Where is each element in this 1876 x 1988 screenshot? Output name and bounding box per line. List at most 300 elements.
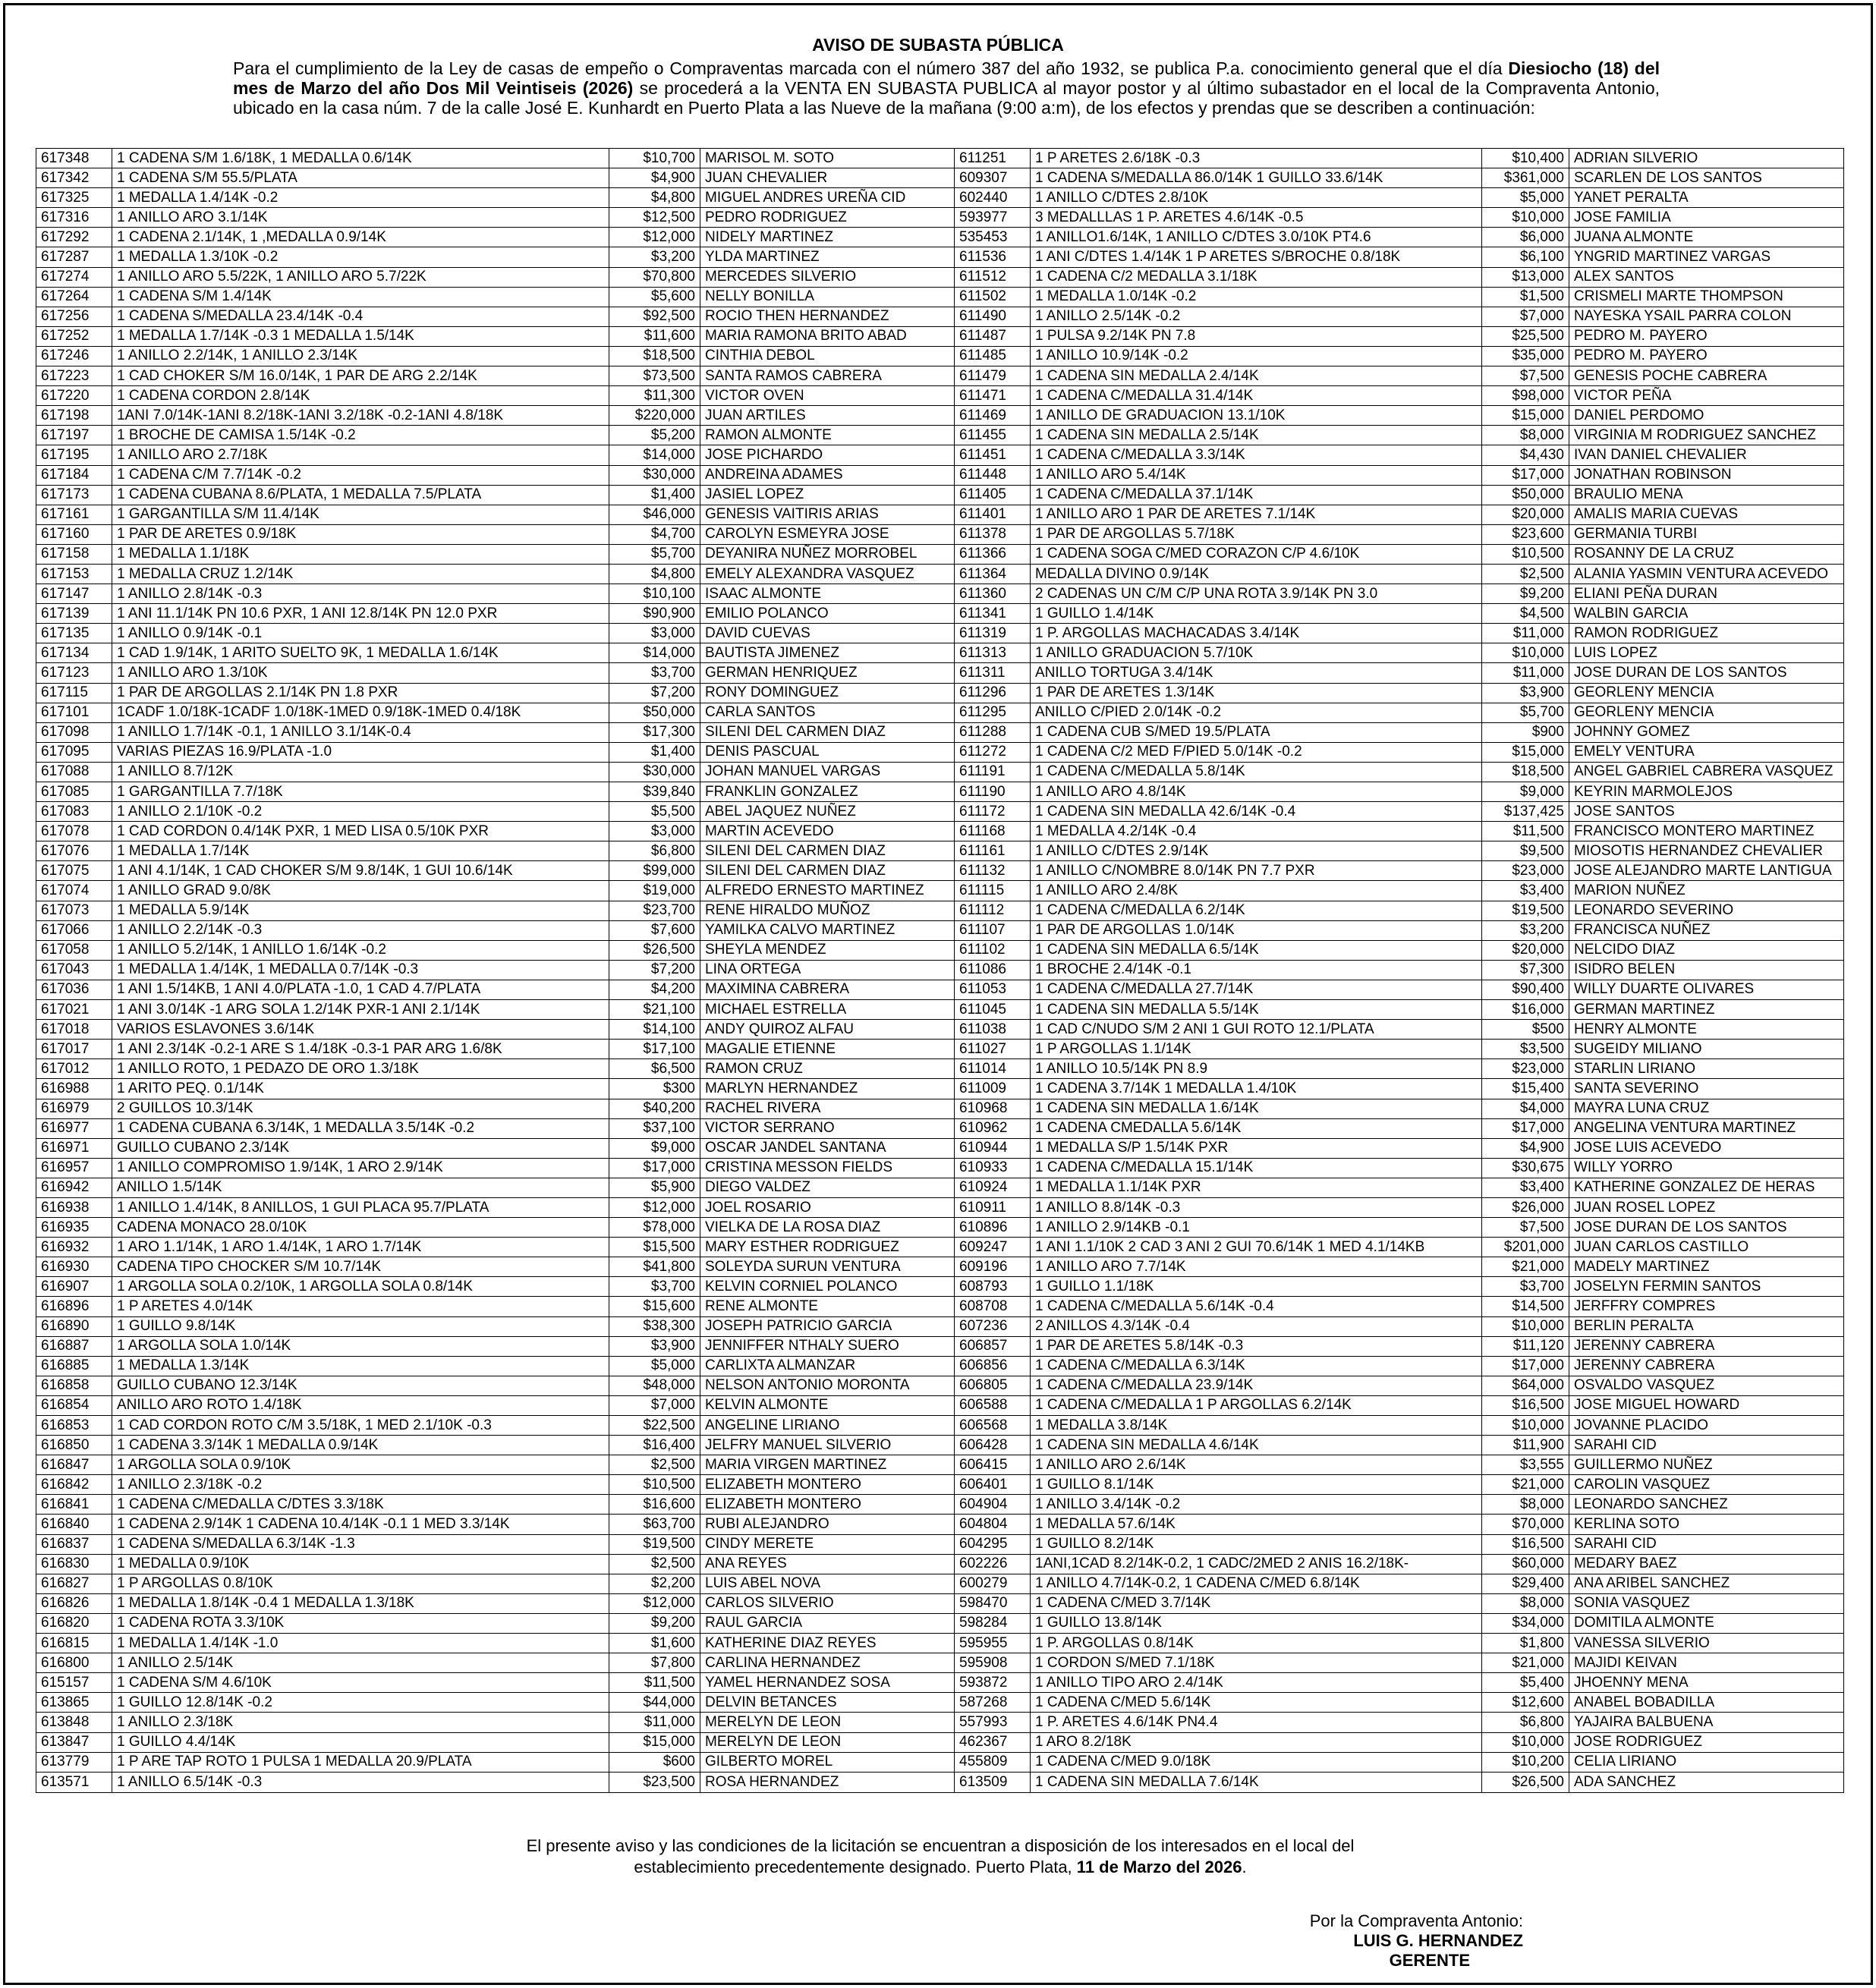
item-description-cell: 1 CADENA C/MEDALLA 3.3/14K [1031,445,1482,465]
amount-cell: $5,600 [609,287,700,307]
amount-cell: $23,700 [609,901,700,920]
item-description-cell: 1 CADENA C/MED 9.0/18K [1031,1752,1482,1772]
item-description-cell: VARIAS PIEZAS 16.9/PLATA -1.0 [112,742,609,762]
item-description-cell: 1 ANILLO1.6/14K, 1 ANILLO C/DTES 3.0/10K PT4.6 [1031,228,1482,247]
lot-id-cell: 535453 [955,228,1031,247]
closing-line-2-text: establecimiento precedentemente designado. Puerto Plata, [634,1857,1077,1876]
amount-cell: $15,000 [609,1732,700,1752]
item-description-cell: ANILLO TORTUGA 3.4/14K [1031,663,1482,683]
lot-id-cell: 617153 [36,564,112,584]
customer-name-cell: DEYANIRA NUÑEZ MORROBEL [700,544,955,564]
lot-id-cell: 604295 [955,1534,1031,1554]
table-row [36,742,1844,762]
amount-cell: $4,000 [1482,1099,1569,1118]
lot-id-cell: 617074 [36,881,112,901]
customer-name-cell: MARISOL M. SOTO [700,149,955,168]
item-description-cell: 1 CADENA 3.3/14K 1 MEDALLA 0.9/14K [112,1436,609,1455]
customer-name-cell: LUIS LOPEZ [1569,643,1844,663]
item-description-cell: 1 CADENA CUB S/MED 19.5/PLATA [1031,722,1482,742]
table-row [36,841,1844,861]
customer-name-cell: YLDA MARTINEZ [700,247,955,267]
lot-id-cell: 595955 [955,1634,1031,1653]
amount-cell: $20,000 [1482,505,1569,524]
lot-id-cell: 616971 [36,1138,112,1158]
item-description-cell: 1 ANILLO 3.4/14K -0.2 [1031,1495,1482,1515]
amount-cell: $16,500 [1482,1534,1569,1554]
customer-name-cell: ANGELINA VENTURA MARTINEZ [1569,1118,1844,1138]
table-row [36,960,1844,980]
customer-name-cell: EMELY VENTURA [1569,742,1844,762]
amount-cell: $41,800 [609,1257,700,1277]
lot-id-cell: 613847 [36,1732,112,1752]
item-description-cell: 1 GUILLO 9.8/14K [112,1316,609,1336]
customer-name-cell: WALBIN GARCIA [1569,604,1844,624]
table-row [36,208,1844,228]
amount-cell: $19,500 [1482,901,1569,920]
amount-cell: $2,500 [609,1554,700,1574]
table-row [36,703,1844,722]
item-description-cell: 1 BROCHE 2.4/14K -0.1 [1031,960,1482,980]
amount-cell: $23,600 [1482,524,1569,544]
lot-id-cell: 611288 [955,722,1031,742]
item-description-cell: 1 CADENA SIN MEDALLA 5.5/14K [1031,1000,1482,1020]
lot-id-cell: 617058 [36,940,112,960]
customer-name-cell: JONATHAN ROBINSON [1569,465,1844,485]
item-description-cell: 1 CADENA CORDON 2.8/14K [112,386,609,406]
customer-name-cell: NELLY BONILLA [700,287,955,307]
lot-id-cell: 611405 [955,485,1031,505]
amount-cell: $1,400 [609,742,700,762]
lot-id-cell: 617012 [36,1059,112,1079]
customer-name-cell: ROSA HERNANDEZ [700,1772,955,1792]
amount-cell: $21,000 [1482,1475,1569,1495]
customer-name-cell: SILENI DEL CARMEN DIAZ [700,841,955,861]
amount-cell: $18,500 [1482,762,1569,782]
item-description-cell: 1 CADENA SIN MEDALLA 2.5/14K [1031,426,1482,445]
item-description-cell: 1 CADENA SIN MEDALLA 6.5/14K [1031,940,1482,960]
notice-title: AVISO DE SUBASTA PÚBLICA [812,35,1064,55]
lot-id-cell: 616907 [36,1277,112,1297]
lot-id-cell: 617264 [36,287,112,307]
customer-name-cell: SUGEIDY MILIANO [1569,1040,1844,1059]
table-row [36,1297,1844,1316]
item-description-cell: 1 CADENA C/2 MEDALLA 3.1/18K [1031,267,1482,287]
table-row [36,604,1844,624]
lot-id-cell: 600279 [955,1574,1031,1593]
customer-name-cell: PEDRO M. PAYERO [1569,326,1844,346]
item-description-cell: 1 ANILLO 1.4/14K, 8 ANILLOS, 1 GUI PLACA 95.7/PLATA [112,1197,609,1217]
item-description-cell: 1 MEDALLA 1.7/14K -0.3 1 MEDALLA 1.5/14K [112,326,609,346]
amount-cell: $3,555 [1482,1455,1569,1475]
item-description-cell: 1 CADENA C/MEDALLA 27.7/14K [1031,980,1482,999]
customer-name-cell: RAMON RODRIGUEZ [1569,624,1844,643]
item-description-cell: 1 CADENA S/MEDALLA 23.4/14K -0.4 [112,307,609,326]
item-description-cell: 1 CADENA C/MEDALLA 23.9/14K [1031,1376,1482,1395]
table-row [36,1673,1844,1693]
signature-title: GERENTE [1389,1951,1470,1970]
item-description-cell: 1 P. ARGOLLAS 0.8/14K [1031,1634,1482,1653]
customer-name-cell: JUAN ROSEL LOPEZ [1569,1197,1844,1217]
amount-cell: $3,900 [609,1336,700,1356]
customer-name-cell: NELCIDO DIAZ [1569,940,1844,960]
customer-name-cell: YAMEL HERNANDEZ SOSA [700,1673,955,1693]
item-description-cell: 1 ANILLO COMPROMISO 1.9/14K, 1 ARO 2.9/14K [112,1158,609,1178]
customer-name-cell: ANA ARIBEL SANCHEZ [1569,1574,1844,1593]
item-description-cell: 1 PAR DE ARGOLLAS 1.0/14K [1031,920,1482,940]
lot-id-cell: 455809 [955,1752,1031,1772]
lot-id-cell: 616938 [36,1197,112,1217]
item-description-cell: 1 ANILLO 2.2/14K -0.3 [112,920,609,940]
amount-cell: $4,430 [1482,445,1569,465]
lot-id-cell: 613779 [36,1752,112,1772]
table-row [36,1218,1844,1238]
lot-id-cell: 616827 [36,1574,112,1593]
lot-id-cell: 611512 [955,267,1031,287]
item-description-cell: 1 ANILLO ARO 2.4/8K [1031,881,1482,901]
amount-cell: $21,000 [1482,1653,1569,1673]
lot-id-cell: 598284 [955,1613,1031,1633]
amount-cell: $900 [1482,722,1569,742]
lot-id-cell: 611045 [955,1000,1031,1020]
amount-cell: $9,000 [1482,782,1569,802]
amount-cell: $7,300 [1482,960,1569,980]
amount-cell: $15,600 [609,1297,700,1316]
table-row [36,188,1844,208]
customer-name-cell: KERLINA SOTO [1569,1515,1844,1534]
amount-cell: $7,500 [1482,1218,1569,1238]
item-description-cell: 1 GUILLO 1.1/18K [1031,1277,1482,1297]
amount-cell: $3,000 [609,822,700,841]
item-description-cell: 1 ANILLO 2.5/14K -0.2 [1031,307,1482,326]
item-description-cell: 1 CAD C/NUDO S/M 2 ANI 1 GUI ROTO 12.1/PLATA [1031,1020,1482,1040]
table-row [36,1040,1844,1059]
lot-id-cell: 611536 [955,247,1031,267]
amount-cell: $10,200 [1482,1752,1569,1772]
lot-id-cell: 604804 [955,1515,1031,1534]
customer-name-cell: ANGEL GABRIEL CABRERA VASQUEZ [1569,762,1844,782]
lot-id-cell: 611161 [955,841,1031,861]
lot-id-cell: 617101 [36,703,112,722]
intro-text-1: Para el cumplimiento de la Ley de casas de empeño o Compraventas marcada con el número 387 del año 1932, se publica P.a. conocimiento general que el día [233,58,1509,78]
amount-cell: $19,000 [609,881,700,901]
lot-id-cell: 611086 [955,960,1031,980]
intro-date: Diesiocho (18) del mes de Marzo del año Dos Mil Veintiseis (2026) [233,58,1660,98]
customer-name-cell: EMILIO POLANCO [700,604,955,624]
customer-name-cell: STARLIN LIRIANO [1569,1059,1844,1079]
lot-id-cell: 617160 [36,524,112,544]
customer-name-cell: ABEL JAQUEZ NUÑEZ [700,802,955,822]
table-row [36,1356,1844,1376]
amount-cell: $9,200 [609,1613,700,1633]
lot-id-cell: 608708 [955,1297,1031,1316]
item-description-cell: 1 PULSA 9.2/14K PN 7.8 [1031,326,1482,346]
amount-cell: $7,200 [609,683,700,703]
table-row [36,1574,1844,1593]
customer-name-cell: MERELYN DE LEON [700,1732,955,1752]
lot-id-cell: 617073 [36,901,112,920]
item-description-cell: 1ANI,1CAD 8.2/14K-0.2, 1 CADC/2MED 2 ANIS 16.2/18K- [1031,1554,1482,1574]
item-description-cell: 1 CADENA C/MEDALLA 5.8/14K [1031,762,1482,782]
item-description-cell: 1 CORDON S/MED 7.1/18K [1031,1653,1482,1673]
amount-cell: $1,400 [609,485,700,505]
item-description-cell: 1 ANILLO 2.2/14K, 1 ANILLO 2.3/14K [112,346,609,366]
table-row [36,247,1844,267]
table-row [36,406,1844,426]
lot-id-cell: 613509 [955,1772,1031,1792]
table-row [36,149,1844,168]
amount-cell: $21,100 [609,1000,700,1020]
customer-name-cell: RAUL GARCIA [700,1613,955,1633]
customer-name-cell: VANESSA SILVERIO [1569,1634,1844,1653]
item-description-cell: 1 ANI 3.0/14K -1 ARG SOLA 1.2/14K PXR-1 ANI 2.1/14K [112,1000,609,1020]
amount-cell: $16,500 [1482,1395,1569,1415]
item-description-cell: 1 MEDALLA 3.8/14K [1031,1416,1482,1436]
amount-cell: $16,600 [609,1495,700,1515]
customer-name-cell: WILLY DUARTE OLIVARES [1569,980,1844,999]
customer-name-cell: ISIDRO BELEN [1569,960,1844,980]
customer-name-cell: PEDRO M. PAYERO [1569,346,1844,366]
lot-id-cell: 611469 [955,406,1031,426]
customer-name-cell: RENE ALMONTE [700,1297,955,1316]
lot-id-cell: 617078 [36,822,112,841]
table-row [36,1634,1844,1653]
item-description-cell: 1 GUILLO 13.8/14K [1031,1613,1482,1633]
lot-id-cell: 611272 [955,742,1031,762]
lot-id-cell: 616957 [36,1158,112,1178]
customer-name-cell: NELSON ANTONIO MORONTA [700,1376,955,1395]
amount-cell: $12,500 [609,208,700,228]
customer-name-cell: CRISMELI MARTE THOMPSON [1569,287,1844,307]
customer-name-cell: ALEX SANTOS [1569,267,1844,287]
amount-cell: $11,500 [609,1673,700,1693]
item-description-cell: 1 MEDALLA 1.4/14K -1.0 [112,1634,609,1653]
table-row [36,1099,1844,1118]
amount-cell: $6,500 [609,1059,700,1079]
lot-id-cell: 616942 [36,1178,112,1197]
table-row [36,524,1844,544]
item-description-cell: 1 CADENA S/MEDALLA 86.0/14K 1 GUILLO 33.6/14K [1031,168,1482,188]
customer-name-cell: KATHERINE GONZALEZ DE HERAS [1569,1178,1844,1197]
table-row [36,920,1844,940]
lot-id-cell: 611115 [955,881,1031,901]
customer-name-cell: GERMAN MARTINEZ [1569,1000,1844,1020]
amount-cell: $5,500 [609,802,700,822]
item-description-cell: 1 ANILLO ARO 3.1/14K [112,208,609,228]
customer-name-cell: SILENI DEL CARMEN DIAZ [700,861,955,881]
lot-id-cell: 616815 [36,1634,112,1653]
customer-name-cell: ANA REYES [700,1554,955,1574]
lot-id-cell: 616887 [36,1336,112,1356]
item-description-cell: 1 CADENA C/MED 5.6/14K [1031,1693,1482,1713]
item-description-cell: 1 ANILLO ARO 2.6/14K [1031,1455,1482,1475]
lot-id-cell: 602226 [955,1554,1031,1574]
customer-name-cell: MAJIDI KEIVAN [1569,1653,1844,1673]
lot-id-cell: 611502 [955,287,1031,307]
item-description-cell: 1 CADENA CUBANA 6.3/14K, 1 MEDALLA 3.5/14K -0.2 [112,1118,609,1138]
item-description-cell: 1 CADENA SIN MEDALLA 2.4/14K [1031,366,1482,386]
amount-cell: $1,600 [609,1634,700,1653]
customer-name-cell: JOSE PICHARDO [700,445,955,465]
customer-name-cell: MEDARY BAEZ [1569,1554,1844,1574]
item-description-cell: ANILLO C/PIED 2.0/14K -0.2 [1031,703,1482,722]
amount-cell: $7,000 [609,1395,700,1415]
customer-name-cell: JENNIFFER NTHALY SUERO [700,1336,955,1356]
amount-cell: $15,500 [609,1238,700,1257]
table-row [36,1178,1844,1197]
item-description-cell: 1 ARO 1.1/14K, 1 ARO 1.4/14K, 1 ARO 1.7/14K [112,1238,609,1257]
customer-name-cell: JOHNNY GOMEZ [1569,722,1844,742]
item-description-cell: CADENA TIPO CHOCKER S/M 10.7/14K [112,1257,609,1277]
amount-cell: $2,500 [1482,564,1569,584]
customer-name-cell: MIOSOTIS HERNANDEZ CHEVALIER [1569,841,1844,861]
lot-id-cell: 616890 [36,1316,112,1336]
lot-id-cell: 611168 [955,822,1031,841]
customer-name-cell: VICTOR OVEN [700,386,955,406]
table-row [36,722,1844,742]
customer-name-cell: ANGELINE LIRIANO [700,1416,955,1436]
amount-cell: $14,000 [609,445,700,465]
item-description-cell: 1 CADENA C/MEDALLA C/DTES 3.3/18K [112,1495,609,1515]
customer-name-cell: JOSELYN FERMIN SANTOS [1569,1277,1844,1297]
customer-name-cell: DOMITILA ALMONTE [1569,1613,1844,1633]
lot-id-cell: 611366 [955,544,1031,564]
customer-name-cell: BERLIN PERALTA [1569,1316,1844,1336]
customer-name-cell: YAJAIRA BALBUENA [1569,1713,1844,1732]
customer-name-cell: RACHEL RIVERA [700,1099,955,1118]
lot-id-cell: 617043 [36,960,112,980]
table-row [36,287,1844,307]
customer-name-cell: JOSE DURAN DE LOS SANTOS [1569,663,1844,683]
lot-id-cell: 617066 [36,920,112,940]
amount-cell: $38,300 [609,1316,700,1336]
lot-id-cell: 616841 [36,1495,112,1515]
amount-cell: $16,000 [1482,1000,1569,1020]
item-description-cell: 1 MEDALLA 1.3/14K [112,1356,609,1376]
amount-cell: $5,000 [609,1356,700,1376]
customer-name-cell: ALANIA YASMIN VENTURA ACEVEDO [1569,564,1844,584]
item-description-cell: 1 MEDALLA 1.3/10K -0.2 [112,247,609,267]
customer-name-cell: EMELY ALEXANDRA VASQUEZ [700,564,955,584]
table-row [36,1277,1844,1297]
table-row [36,1395,1844,1415]
table-row [36,643,1844,663]
item-description-cell: 1 CADENA C/MEDALLA 15.1/14K [1031,1158,1482,1178]
item-description-cell: 1 CADENA S/M 1.4/14K [112,287,609,307]
item-description-cell: 1 ANILLO 6.5/14K -0.3 [112,1772,609,1792]
item-description-cell: 1 ANILLO TIPO ARO 2.4/14K [1031,1673,1482,1693]
item-description-cell: 1 P ARETES 4.0/14K [112,1297,609,1316]
item-description-cell: 1 ANILLO 8.7/12K [112,762,609,782]
lot-id-cell: 608793 [955,1277,1031,1297]
item-description-cell: 1 ANILLO ARO 7.7/14K [1031,1257,1482,1277]
customer-name-cell: JELFRY MANUEL SILVERIO [700,1436,955,1455]
item-description-cell: MEDALLA DIVINO 0.9/14K [1031,564,1482,584]
table-row [36,445,1844,465]
lot-id-cell: 462367 [955,1732,1031,1752]
item-description-cell: 1 CAD CORDON ROTO C/M 3.5/18K, 1 MED 2.1/10K -0.3 [112,1416,609,1436]
customer-name-cell: GERMANIA TURBI [1569,524,1844,544]
customer-name-cell: CARLINA HERNANDEZ [700,1653,955,1673]
amount-cell: $78,000 [609,1218,700,1238]
item-description-cell: 1 CADENA 2.9/14K 1 CADENA 10.4/14K -0.1 1 MED 3.3/14K [112,1515,609,1534]
amount-cell: $3,200 [609,247,700,267]
lot-id-cell: 616858 [36,1376,112,1395]
amount-cell: $4,200 [609,980,700,999]
lot-id-cell: 617083 [36,802,112,822]
amount-cell: $1,500 [1482,287,1569,307]
lot-id-cell: 611364 [955,564,1031,584]
item-description-cell: 1 CAD CORDON 0.4/14K PXR, 1 MED LISA 0.5/10K PXR [112,822,609,841]
customer-name-cell: JERENNY CABRERA [1569,1336,1844,1356]
table-row [36,1118,1844,1138]
auction-items-table [36,148,1844,1793]
amount-cell: $17,000 [1482,1356,1569,1376]
amount-cell: $40,200 [609,1099,700,1118]
amount-cell: $361,000 [1482,168,1569,188]
lot-id-cell: 593872 [955,1673,1031,1693]
item-description-cell: 1 ANILLO 2.1/10K -0.2 [112,802,609,822]
lot-id-cell: 611451 [955,445,1031,465]
item-description-cell: 1 MEDALLA 1.1/18K [112,544,609,564]
customer-name-cell: KELVIN ALMONTE [700,1395,955,1415]
customer-name-cell: LUIS ABEL NOVA [700,1574,955,1593]
lot-id-cell: 616935 [36,1218,112,1238]
amount-cell: $2,500 [609,1455,700,1475]
lot-id-cell: 616932 [36,1238,112,1257]
item-description-cell: 1 ANILLO 0.9/14K -0.1 [112,624,609,643]
table-row [36,782,1844,802]
item-description-cell: VARIOS ESLAVONES 3.6/14K [112,1020,609,1040]
item-description-cell: 1 GUILLO 1.4/14K [1031,604,1482,624]
table-row [36,822,1844,841]
customer-name-cell: JOSE SANTOS [1569,802,1844,822]
amount-cell: $4,500 [1482,604,1569,624]
closing-period: . [1242,1857,1247,1876]
customer-name-cell: ELIANI PEÑA DURAN [1569,584,1844,604]
customer-name-cell: JOVANNE PLACIDO [1569,1416,1844,1436]
amount-cell: $3,700 [1482,1277,1569,1297]
table-row [36,1316,1844,1336]
amount-cell: $3,400 [1482,1178,1569,1197]
customer-name-cell: DANIEL PERDOMO [1569,406,1844,426]
customer-name-cell: MARIA VIRGEN MARTINEZ [700,1455,955,1475]
table-row [36,1020,1844,1040]
amount-cell: $13,000 [1482,267,1569,287]
closing-line-2 [461,1857,1420,1878]
item-description-cell: 3 MEDALLLAS 1 P. ARETES 4.6/14K -0.5 [1031,208,1482,228]
item-description-cell: 1 ANILLO ARO 1.3/10K [112,663,609,683]
amount-cell: $15,400 [1482,1079,1569,1099]
customer-name-cell: RONY DOMINGUEZ [700,683,955,703]
amount-cell: $60,000 [1482,1554,1569,1574]
table-row [36,1593,1844,1613]
table-row [36,1554,1844,1574]
customer-name-cell: GEORLENY MENCIA [1569,683,1844,703]
table-row [36,366,1844,386]
lot-id-cell: 616830 [36,1554,112,1574]
customer-name-cell: YNGRID MARTINEZ VARGAS [1569,247,1844,267]
amount-cell: $3,500 [1482,1040,1569,1059]
item-description-cell: 1 CADENA SIN MEDALLA 1.6/14K [1031,1099,1482,1118]
customer-name-cell: SANTA SEVERINO [1569,1079,1844,1099]
lot-id-cell: 611009 [955,1079,1031,1099]
customer-name-cell: RUBI ALEJANDRO [700,1515,955,1534]
lot-id-cell: 611027 [955,1040,1031,1059]
item-description-cell: 1 PAR DE ARETES 1.3/14K [1031,683,1482,703]
customer-name-cell: MICHAEL ESTRELLA [700,1000,955,1020]
item-description-cell: 1 CADENA SIN MEDALLA 42.6/14K -0.4 [1031,802,1482,822]
customer-name-cell: JERENNY CABRERA [1569,1356,1844,1376]
